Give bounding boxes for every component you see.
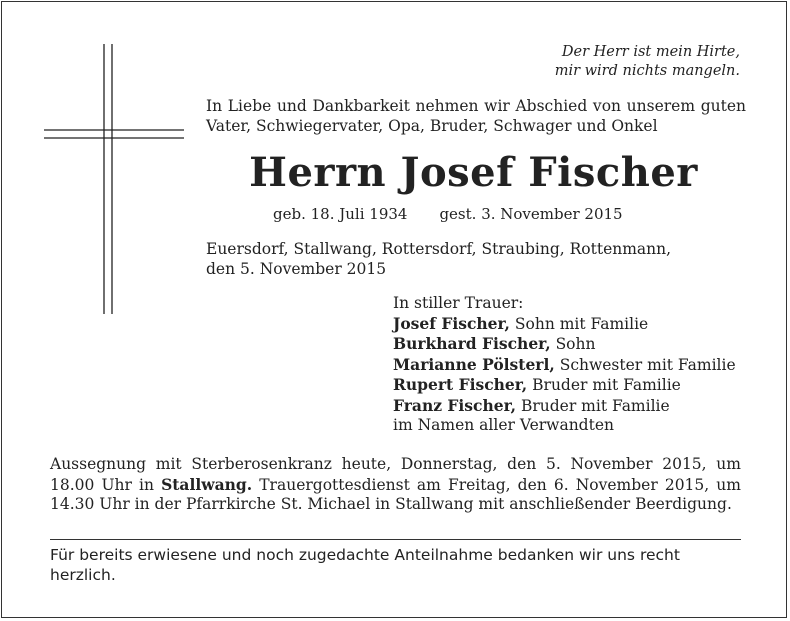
mourner-name: Josef Fischer, [393,313,510,333]
mourner-name: Marianne Pölsterl, [393,354,555,374]
deceased-name: Herrn Josef Fischer [249,149,698,196]
intro-text: In Liebe und Dankbarkeit nehmen wir Abschied von unserem guten Vater, Schwiegervater, Opa, Bruder, Schwager und Onkel [206,97,746,135]
mourner-relation: Bruder mit Familie [532,376,681,394]
mourner-entry [393,355,736,376]
notice-date: den 5. November 2015 [206,260,387,278]
mourners-heading: In stiller Trauer: [393,294,524,312]
life-dates [273,204,623,224]
psalm-line-2: mir wird nichts mangeln. [554,63,740,79]
mourner-entry [393,334,736,355]
mourner-relation: Sohn [555,335,596,353]
mourner-name: Franz Fischer, [393,395,517,415]
mourner-relation: Schwester mit Familie [559,355,736,374]
thanks-text: Für bereits erwiesene und noch zugedachte Anteilnahme bedanken wir uns recht herzlich. [50,546,680,584]
mourners-list [393,294,736,436]
birth-date: geb. 18. Juli 1934 [273,205,408,223]
psalm-line-1: Der Herr ist mein Hirte, [561,44,740,60]
mourner-entry [393,396,736,417]
psalm-quote [555,43,740,81]
service-text-2: Trauergottesdienst am Freitag, den 6. November 2015, um 14.30 Uhr in der Pfarrkirche St. Michael in Stallwang mit anschließender Beerdigung. [50,475,741,513]
service-place: Stallwang. [161,474,253,494]
cross-icon [44,44,184,314]
mourner-relation: Bruder mit Familie [520,396,670,415]
divider [50,539,741,540]
mourner-name: Rupert Fischer, [393,375,528,394]
places-line: Euersdorf, Stallwang, Rottersdorf, Straubing, Rottenmann, [206,240,672,258]
mourner-entry [393,314,736,335]
service-details [50,455,741,515]
mourner-name: Burkhard Fischer, [393,334,551,353]
mourners-footer: im Namen aller Verwandten [393,416,614,434]
mourner-relation: Sohn mit Familie [514,314,649,333]
mourner-entry [393,375,736,396]
places-and-date [206,239,671,279]
death-date: gest. 3. November 2015 [439,205,623,223]
service-text-1: Aussegnung mit Sterberosenkranz heute, Donnerstag, den 5. November 2015, um 18.00 Uhr in [50,455,741,494]
